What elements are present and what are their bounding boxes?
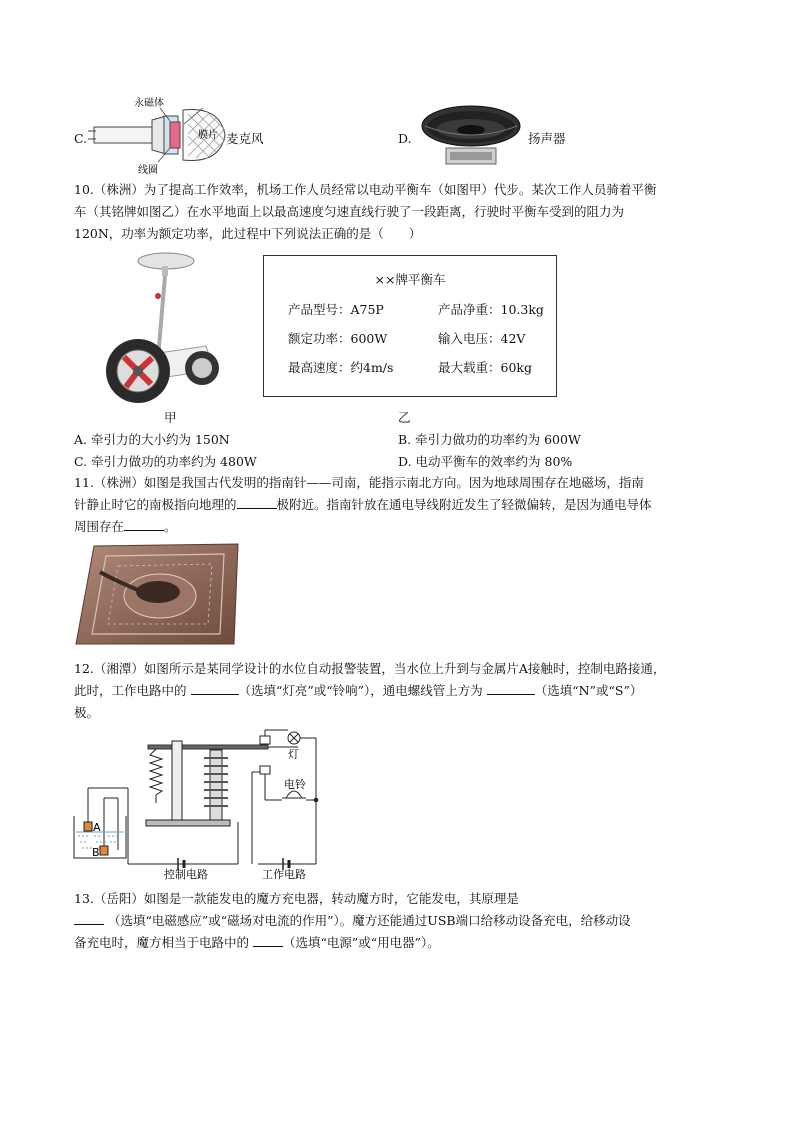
option-d-letter: D. [398, 131, 412, 146]
q10-text-line2: 车（其铭牌如图乙）在水平地面上以最高速度匀速直线行驶了一段距离，行驶时平衡车受到的阻力为 [74, 204, 625, 219]
answer-blank[interactable] [191, 682, 239, 695]
nameplate-cell: 最大载重：60kg [438, 360, 532, 375]
answer-blank[interactable] [253, 934, 283, 947]
answer-blank[interactable] [74, 912, 104, 925]
nameplate-cell: 额定功率：600W [288, 331, 388, 346]
q11-text-line1: 11.（株洲）如图是我国古代发明的指南针——司南，能指示南北方向。因为地球周围存在地磁场，指南 [74, 475, 644, 490]
q11-text-part: 针静止时它的南极指向地理的 [74, 497, 237, 512]
q12-text-part: （选填“N”或“S”） [534, 683, 643, 698]
figure-label-yi: 乙 [398, 410, 411, 425]
q13-text-line3 [74, 932, 440, 954]
q12-text-line1: 12.（湘潭）如图所示是某同学设计的水位自动报警装置，当水位上升到与金属片A接触时，控制电路接通， [74, 661, 666, 676]
nameplate-title: ××牌平衡车 [374, 272, 446, 287]
nameplate-cell: 最高速度：约4m/s [288, 360, 394, 375]
control-circuit-label: 控制电路 [164, 868, 208, 880]
speaker-image [420, 104, 522, 170]
q13-text-line2 [74, 910, 631, 932]
sinan-compass-image [74, 542, 240, 646]
bell-label: 电铃 [284, 778, 306, 791]
callout-coil: 线圈 [138, 165, 158, 176]
q10-option-d: D. 电动平衡车的效率约为 80% [398, 454, 573, 469]
answer-blank[interactable] [124, 518, 164, 531]
q12-text-part: （选填“灯亮”或“铃响”），通电螺线管上方为 [238, 683, 483, 698]
q11-text-part: 周围存在 [74, 519, 125, 534]
figure-label-jia: 甲 [164, 410, 177, 425]
q11-text-line2 [74, 494, 652, 516]
option-c-letter: C. [74, 131, 88, 146]
callout-film: 膜片 [198, 130, 218, 141]
q11-text-part: 极附近。指南针放在通电导线附近发生了轻微偏转，是因为通电导体 [276, 497, 652, 512]
q13-text-line1: 13.（岳阳）如图是一款能发电的魔方充电器，转动魔方时，它能发电，其原理是 [74, 891, 519, 906]
lamp-label: 灯 [288, 748, 299, 761]
answer-blank[interactable] [237, 496, 277, 509]
answer-blank[interactable] [487, 682, 535, 695]
plate-b-label: B [92, 846, 100, 859]
water-alarm-circuit-diagram [70, 728, 332, 880]
microphone-diagram [88, 94, 248, 176]
balance-scooter-image [102, 250, 224, 410]
q12-text-line2 [74, 680, 642, 702]
nameplate-table [263, 255, 557, 397]
q12-text-part: 此时，工作电路中的 [74, 683, 187, 698]
option-c-caption: 麦克风 [226, 131, 264, 146]
nameplate-cell: 产品净重：10.3kg [438, 302, 544, 317]
q13-text-part: （选填“电源”或“用电器”）。 [283, 935, 440, 950]
plate-a-label: A [93, 821, 101, 834]
q12-text-line3: 极。 [74, 705, 100, 720]
callout-magnet: 永磁体 [134, 98, 164, 109]
q11-text-line3 [74, 516, 177, 538]
q10-text-line1: 10.（株洲）为了提高工作效率，机场工作人员经常以电动平衡车（如图甲）代步。某次工作人员骑着平衡 [74, 182, 657, 197]
q10-option-b: B. 牵引力做功的功率约为 600W [398, 432, 581, 447]
q10-text-line3: 120N，功率为额定功率，此过程中下列说法正确的是（ ） [74, 226, 422, 241]
nameplate-cell: 产品型号：A75P [288, 302, 384, 317]
q10-option-a: A. 牵引力的大小约为 150N [74, 432, 230, 447]
work-circuit-label: 工作电路 [262, 868, 306, 880]
nameplate-cell: 输入电压：42V [438, 331, 526, 346]
q11-text-part: 。 [164, 519, 177, 534]
option-d-caption: 扬声器 [528, 131, 566, 146]
q10-option-c: C. 牵引力做功的功率约为 480W [74, 454, 257, 469]
q13-text-part: 备充电时，魔方相当于电路中的 [74, 935, 250, 950]
q13-text-part: （选填“电磁感应”或“磁场对电流的作用”）。魔方还能通过USB端口给移动设备充电，给移动设 [107, 913, 631, 928]
